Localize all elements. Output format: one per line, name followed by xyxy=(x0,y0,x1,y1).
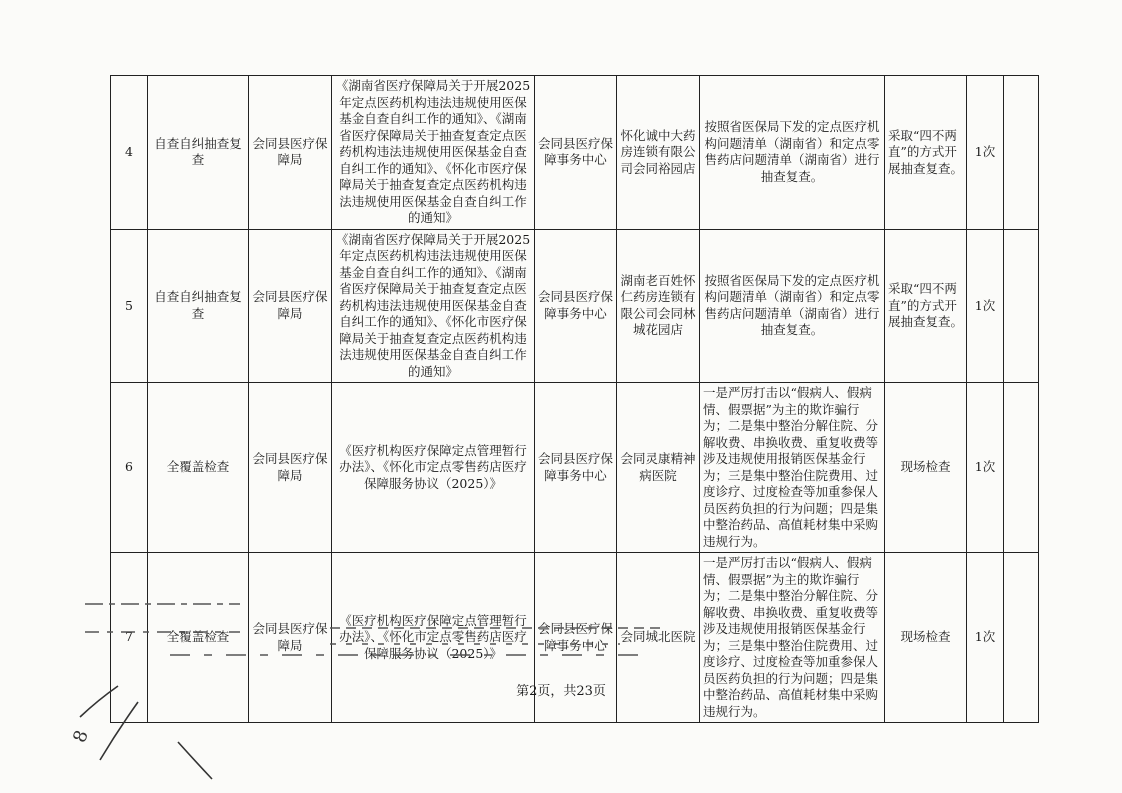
remark xyxy=(1004,383,1039,553)
executor: 会同县医疗保障事务中心 xyxy=(535,76,617,230)
inspection-method: 采取“四不两直”的方式开展抽查复查。 xyxy=(885,76,967,230)
inspection-type: 全覆盖检查 xyxy=(148,383,249,553)
row-number: 4 xyxy=(111,76,148,230)
row-number: 6 xyxy=(111,383,148,553)
inspection-basis: 《湖南省医疗保障局关于开展2025年定点医药机构违法违规使用医保基金自查自纠工作的通知》、《湖南省医疗保障局关于抽查复查定点医药机构违法违规使用医保基金自查自纠工作的通知》、《怀化市医疗保障局关于抽查复查定点医药机构违法违规使用医保基金自查自纠工作的通知》 xyxy=(332,76,535,230)
row-number: 5 xyxy=(111,229,148,383)
remark xyxy=(1004,76,1039,230)
organizer: 会同县医疗保障局 xyxy=(249,383,332,553)
inspection-target: 会同灵康精神病医院 xyxy=(617,383,700,553)
inspection-basis: 《医疗机构医疗保障定点管理暂行办法》、《怀化市定点零售药店医疗保障服务协议（2025）》 xyxy=(332,383,535,553)
inspection-count: 1次 xyxy=(967,76,1004,230)
executor: 会同县医疗保障事务中心 xyxy=(535,553,617,723)
inspection-target: 会同城北医院 xyxy=(617,553,700,723)
inspection-basis: 《医疗机构医疗保障定点管理暂行办法》、《怀化市定点零售药店医疗保障服务协议（2025）》 xyxy=(332,553,535,723)
organizer: 会同县医疗保障局 xyxy=(249,76,332,230)
table-row xyxy=(111,76,1039,230)
inspection-target: 湖南老百姓怀仁药房连锁有限公司会同林城花园店 xyxy=(617,229,700,383)
page-footer: 第2页，共23页 xyxy=(516,684,606,699)
inspection-target: 怀化诚中大药房连锁有限公司会同裕园店 xyxy=(617,76,700,230)
remark xyxy=(1004,229,1039,383)
inspection-content: 按照省医保局下发的定点医疗机构问题清单（湖南省）和定点零售药店问题清单（湖南省）进行抽查复查。 xyxy=(700,76,885,230)
inspection-type: 自查自纠抽查复查 xyxy=(148,76,249,230)
inspection-plan-table xyxy=(110,75,1039,723)
organizer: 会同县医疗保障局 xyxy=(249,229,332,383)
inspection-content: 一是严厉打击以“假病人、假病情、假票据”为主的欺诈骗行为；二是集中整治分解住院、分解收费、串换收费、重复收费等涉及违规使用报销医保基金行为；三是集中整治住院费用、过度诊疗、过度检查等加重参保人员医药负担的行为问题；四是集中整治药品、高值耗材集中采购违规行为。 xyxy=(700,383,885,553)
executor: 会同县医疗保障事务中心 xyxy=(535,383,617,553)
inspection-content: 一是严厉打击以“假病人、假病情、假票据”为主的欺诈骗行为；二是集中整治分解住院、分解收费、串换收费、重复收费等涉及违规使用报销医保基金行为；三是集中整治住院费用、过度诊疗、过度检查等加重参保人员医药负担的行为问题；四是集中整治药品、高值耗材集中采购违规行为。 xyxy=(700,553,885,723)
inspection-type: 自查自纠抽查复查 xyxy=(148,229,249,383)
inspection-type: 全覆盖检查 xyxy=(148,553,249,723)
inspection-count: 1次 xyxy=(967,553,1004,723)
inspection-method: 采取“四不两直”的方式开展抽查复查。 xyxy=(885,229,967,383)
executor: 会同县医疗保障事务中心 xyxy=(535,229,617,383)
table-row xyxy=(111,229,1039,383)
row-number: 7 xyxy=(111,553,148,723)
inspection-count: 1次 xyxy=(967,383,1004,553)
inspection-count: 1次 xyxy=(967,229,1004,383)
inspection-method: 现场检查 xyxy=(885,383,967,553)
inspection-basis: 《湖南省医疗保障局关于开展2025年定点医药机构违法违规使用医保基金自查自纠工作的通知》、《湖南省医疗保障局关于抽查复查定点医药机构违法违规使用医保基金自查自纠工作的通知》、《怀化市医疗保障局关于抽查复查定点医药机构违法违规使用医保基金自查自纠工作的通知》 xyxy=(332,229,535,383)
handwritten-mark: 8 xyxy=(69,727,93,746)
table-row xyxy=(111,383,1039,553)
inspection-content: 按照省医保局下发的定点医疗机构问题清单（湖南省）和定点零售药店问题清单（湖南省）进行抽查复查。 xyxy=(700,229,885,383)
organizer: 会同县医疗保障局 xyxy=(249,553,332,723)
inspection-method: 现场检查 xyxy=(885,553,967,723)
